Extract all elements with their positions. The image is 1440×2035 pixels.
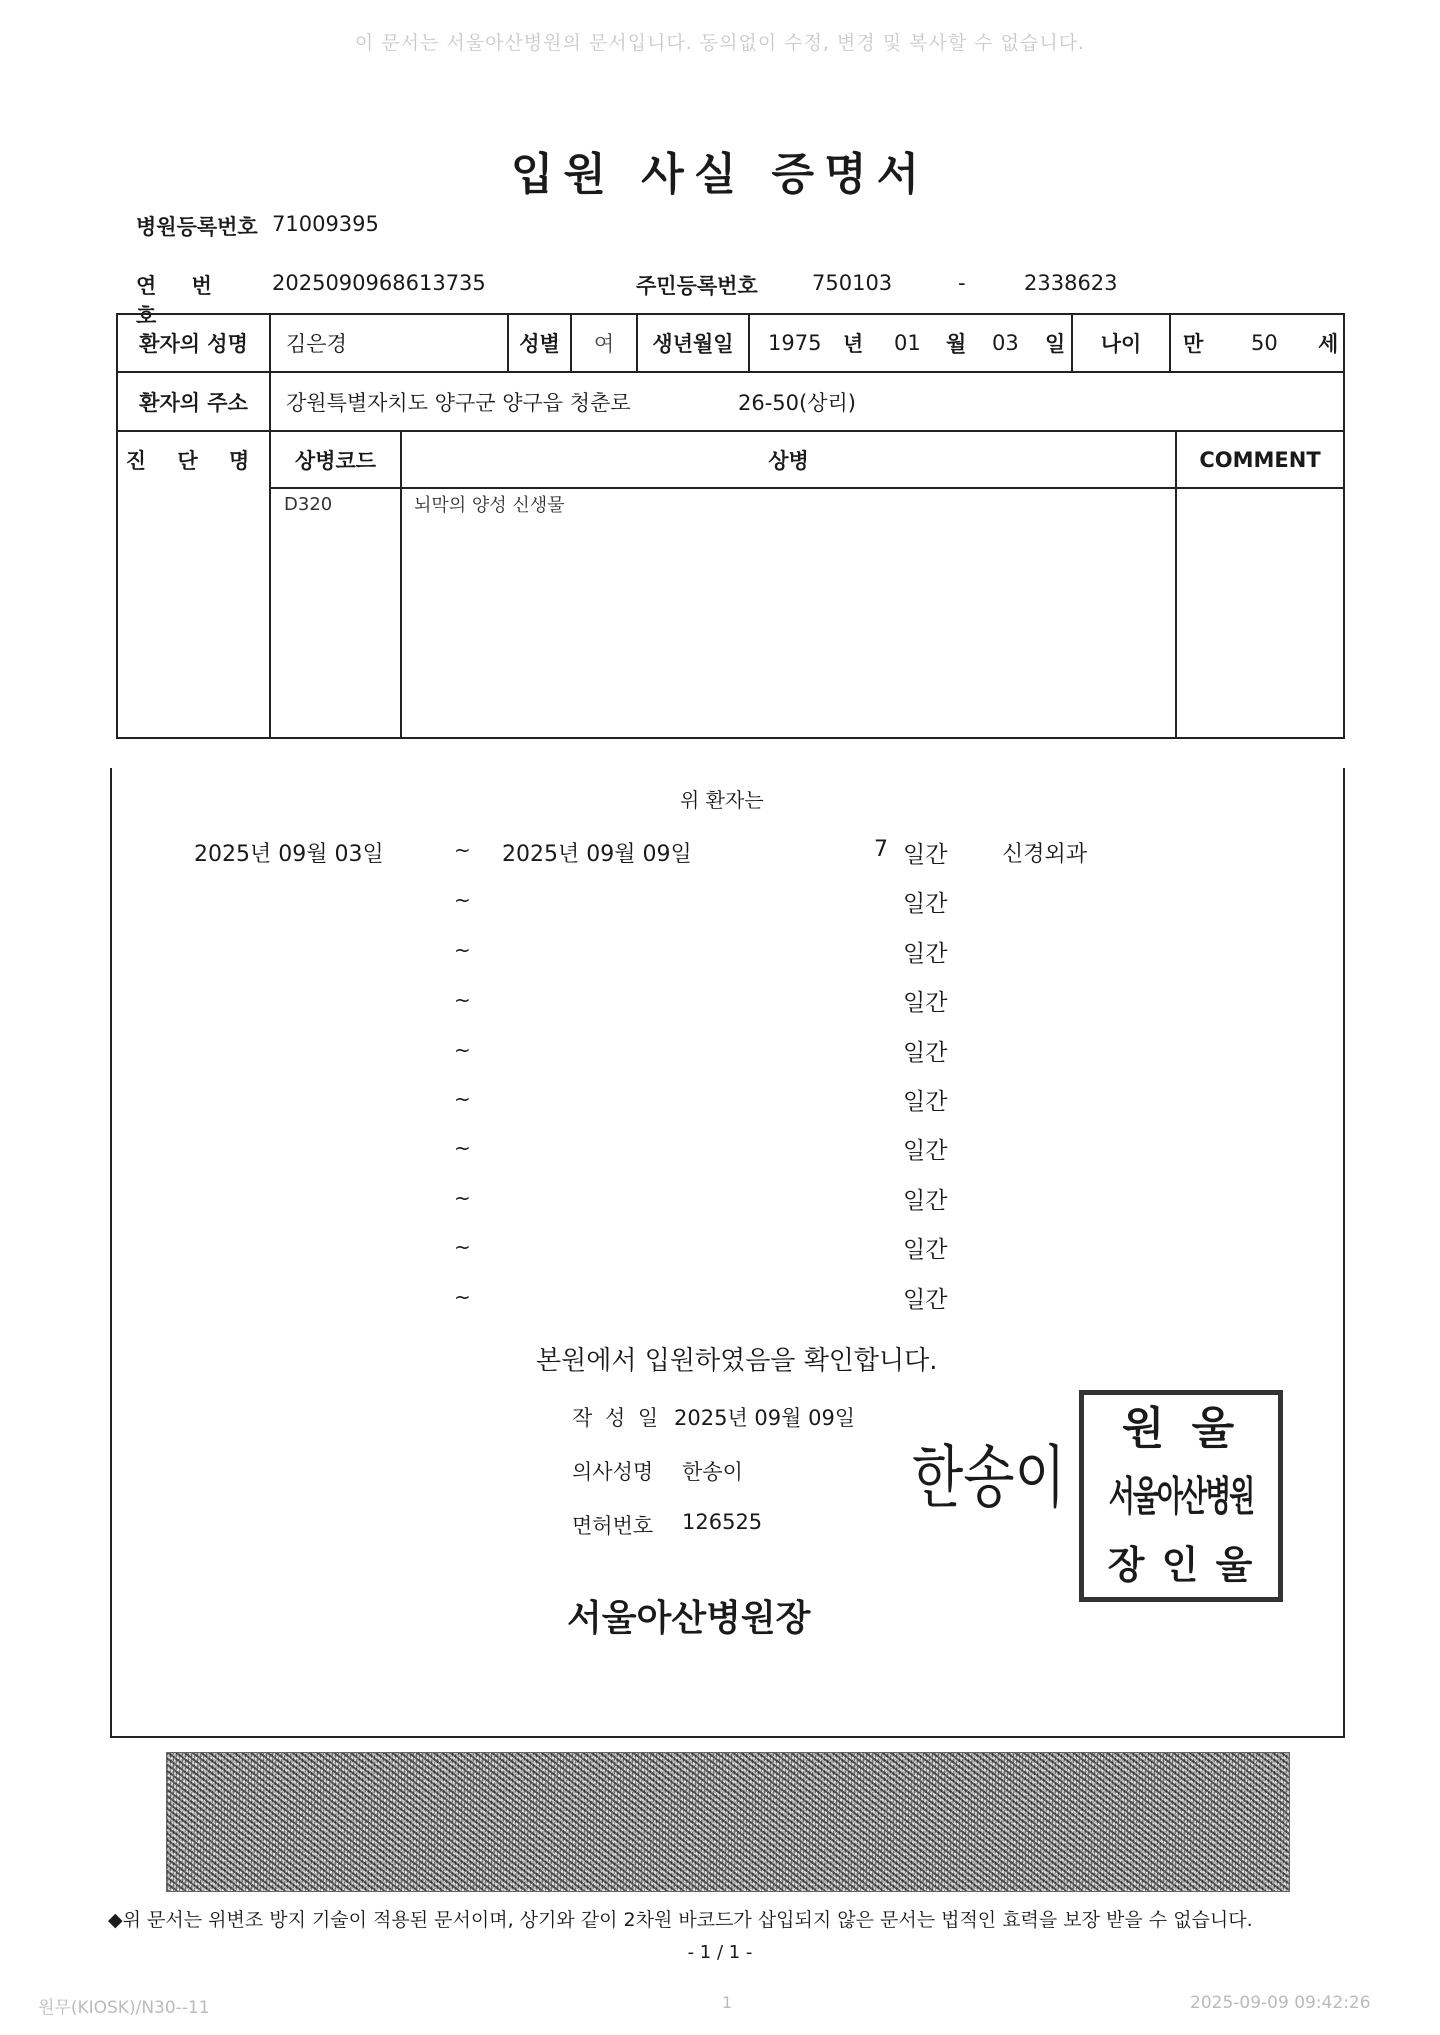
period-tilde: ~ — [454, 1285, 471, 1309]
page-small: 1 — [722, 1993, 733, 2012]
doctor-signature: 한송이 — [912, 1439, 1066, 1518]
birth-year: 1975 — [768, 331, 822, 355]
seal-row-middle: 서울아산병원 — [1108, 1474, 1254, 1521]
security-barcode — [166, 1752, 1290, 1892]
period-days-unit: 일간 — [903, 891, 948, 917]
seal-row-top: 원 울 — [1121, 1403, 1241, 1454]
address-detail: 26-50(상리) — [738, 390, 856, 415]
issue-date-label: 작 성 일 — [572, 1406, 662, 1430]
period-days-unit: 일간 — [903, 1287, 948, 1313]
period-days-unit: 일간 — [903, 990, 948, 1016]
reg-number-label: 병원등록번호 — [136, 215, 258, 239]
diagnosis-code-header: 상병코드 — [294, 449, 377, 473]
period-days-unit: 일간 — [903, 1138, 948, 1164]
page-number: - 1 / 1 - — [687, 1942, 753, 1963]
period-days-unit: 일간 — [903, 1040, 948, 1066]
watermark-text: 이 문서는 서울아산병원의 문서입니다. 동의없이 수정, 변경 및 복사할 수 없습니다. — [354, 32, 1086, 54]
period-start: 2025년 09월 03일 — [194, 842, 384, 867]
age-value: 50 — [1251, 331, 1278, 355]
comment-header: COMMENT — [1199, 448, 1321, 472]
period-tilde: ~ — [454, 988, 471, 1012]
birth-day: 03 — [992, 331, 1019, 355]
period-tilde: ~ — [454, 1038, 471, 1062]
period-tilde: ~ — [454, 1235, 471, 1259]
seal-row-bottom: 장 인 울 — [1107, 1542, 1255, 1587]
address-label: 환자의 주소 — [139, 390, 248, 415]
serial-number-value: 2025090968613735 — [272, 271, 486, 295]
period-tilde: ~ — [454, 1186, 471, 1210]
hospital-director: 서울아산병원장 — [567, 1598, 811, 1639]
hospital-seal — [1079, 1390, 1283, 1602]
serial-number-label: 연 번 호 — [136, 274, 226, 328]
period-department: 신경외과 — [1002, 842, 1088, 867]
issue-date: 2025년 09월 09일 — [674, 1406, 856, 1430]
period-tilde: ~ — [454, 1087, 471, 1111]
confirmation-text: 본원에서 입원하였음을 확인합니다. — [536, 1346, 938, 1376]
period-days-unit: 일간 — [903, 1089, 948, 1115]
document-title: 입원 사실 증명서 — [510, 149, 930, 200]
license-label: 면허번호 — [572, 1514, 654, 1538]
kiosk-code: 원무(KIOSK)/N30--11 — [38, 1998, 210, 2018]
birth-day-unit: 일 — [1045, 332, 1066, 356]
patient-name-label: 환자의 성명 — [139, 332, 248, 356]
diagnosis-code: D320 — [284, 493, 333, 515]
rrn-label: 주민등록번호 — [636, 274, 758, 298]
diagnosis-name-header: 상병 — [768, 449, 809, 473]
period-days-unit: 일간 — [903, 842, 948, 868]
license-number: 126525 — [682, 1510, 763, 1534]
period-tilde: ~ — [454, 1136, 471, 1160]
patient-name: 김은경 — [286, 332, 347, 356]
reg-number-value: 71009395 — [272, 212, 379, 236]
period-days-unit: 일간 — [903, 941, 948, 967]
period-end: 2025년 09월 09일 — [502, 842, 692, 867]
age-unit: 세 — [1318, 332, 1339, 356]
birth-date-label: 생년월일 — [652, 332, 734, 356]
diagnosis-name: 뇌막의 양성 신생물 — [414, 495, 565, 516]
period-days: 7 — [874, 837, 888, 862]
doctor-name-label: 의사성명 — [572, 1460, 654, 1484]
birth-month-unit: 월 — [946, 332, 967, 356]
birth-month: 01 — [894, 331, 921, 355]
footer-notice: ◆위 문서는 위변조 방지 기술이 적용된 문서이며, 상기와 같이 2차원 바코드가 삽입되지 않은 문서는 법적인 효력을 보장 받을 수 없습니다. — [108, 1909, 1253, 1931]
age-label: 나이 — [1100, 332, 1142, 356]
period-tilde: ~ — [454, 938, 471, 962]
rrn-front: 750103 — [812, 271, 893, 295]
admission-intro: 위 환자는 — [680, 788, 764, 812]
diagnosis-label: 진 단 명 — [125, 449, 262, 473]
sex-label: 성별 — [519, 332, 560, 356]
sex-value: 여 — [593, 332, 615, 356]
birth-year-unit: 년 — [843, 332, 864, 356]
age-prefix: 만 — [1183, 332, 1204, 356]
period-tilde: ~ — [454, 838, 471, 862]
rrn-back: 2338623 — [1024, 271, 1118, 295]
period-days-unit: 일간 — [903, 1237, 948, 1263]
address-value: 강원특별자치도 양구군 양구읍 청춘로 — [286, 390, 631, 415]
period-tilde: ~ — [454, 888, 471, 912]
rrn-dash: - — [958, 271, 966, 295]
print-timestamp: 2025-09-09 09:42:26 — [1190, 1993, 1371, 2013]
patient-form-table — [116, 313, 1345, 739]
doctor-name: 한송이 — [682, 1460, 743, 1484]
period-days-unit: 일간 — [903, 1188, 948, 1214]
